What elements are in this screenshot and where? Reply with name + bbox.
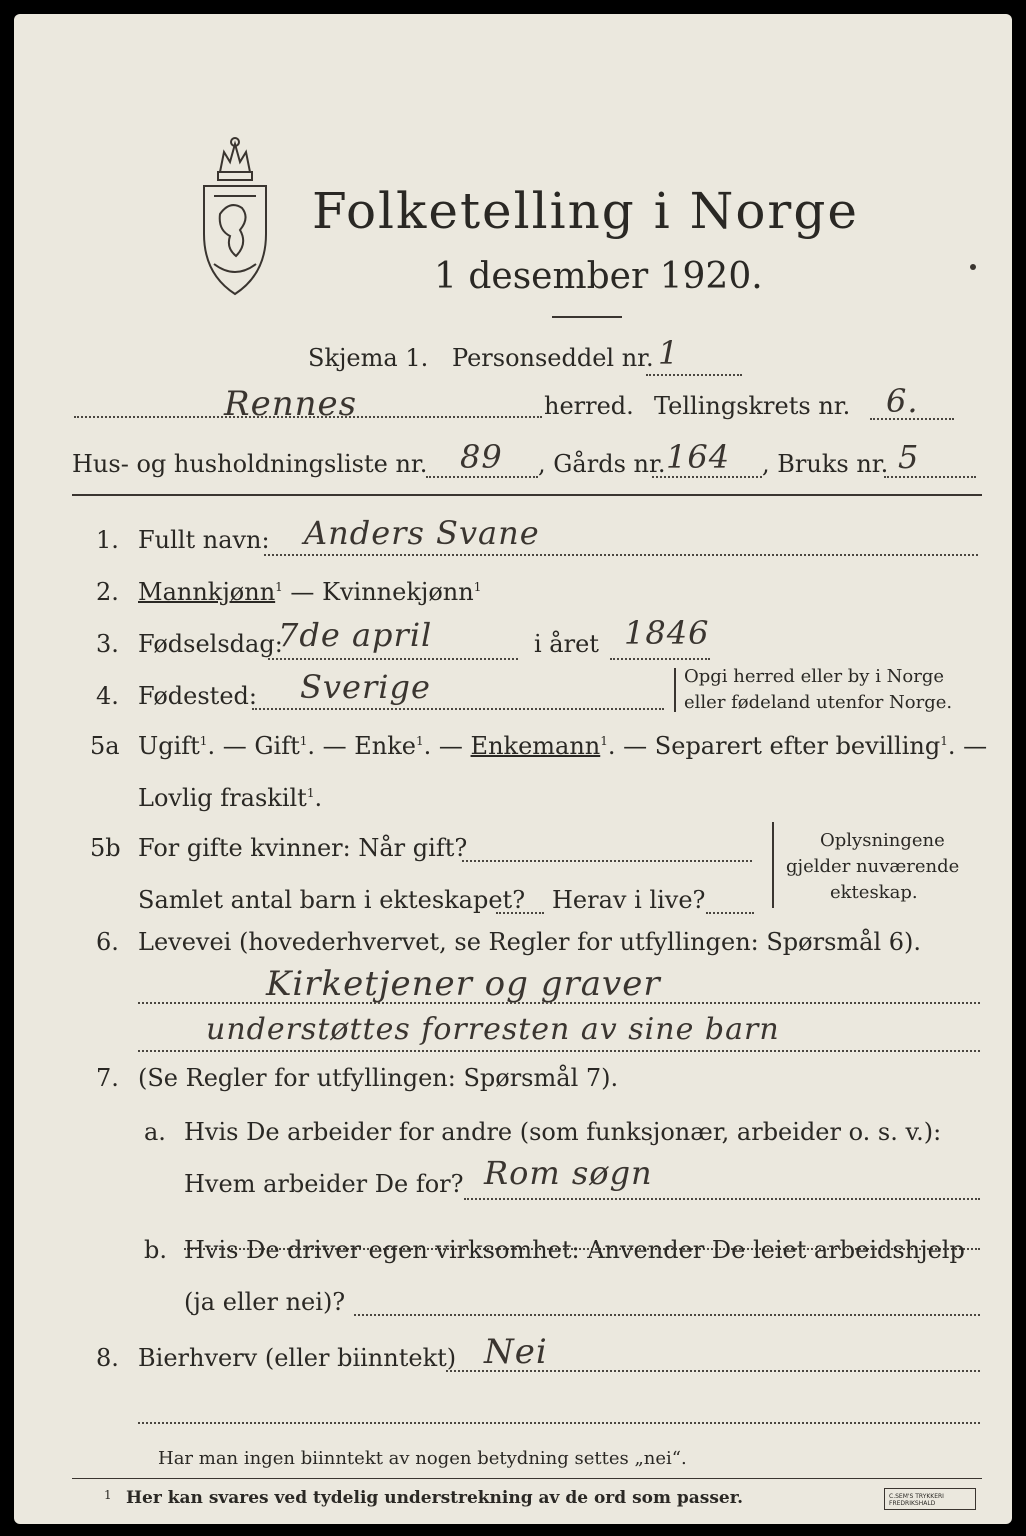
side-income-field-line	[446, 1370, 980, 1372]
q7-label: (Se Regler for utfyllingen: Spørsmål 7).	[138, 1064, 619, 1092]
tellingskrets-value[interactable]: 6.	[886, 382, 919, 420]
occupation-value-line1[interactable]: Kirketjener og graver	[266, 964, 661, 1004]
printer-stamp	[884, 1488, 976, 1510]
q5a-separator: —	[315, 732, 355, 760]
when-married-field-line	[462, 860, 752, 862]
q5b-note-line1: Oplysningene	[820, 830, 945, 851]
footnote-rule	[72, 1478, 982, 1479]
gift-option[interactable]: Gift	[254, 732, 300, 760]
side-income-field-line2	[138, 1422, 980, 1424]
tellingskrets-field-line	[870, 418, 954, 420]
q5a-number: 5a	[90, 732, 120, 760]
header-divider	[72, 494, 982, 496]
kvinnekjonn-option[interactable]: Kvinnekjønn	[322, 578, 474, 606]
side-income-value[interactable]: Nei	[484, 1332, 548, 1372]
occupation-value-line2[interactable]: understøttes forresten av sine barn	[206, 1012, 780, 1047]
gards-field-line	[652, 476, 762, 478]
tellingskrets-label: Tellingskrets nr.	[654, 392, 851, 420]
q5a-separator: —	[615, 732, 655, 760]
children-field-line	[496, 912, 544, 914]
herred-label: herred.	[544, 392, 634, 420]
printer-stamp-text: C.SEM'S TRYKKERI FREDRIKSHALD	[889, 1493, 944, 1507]
q6-number: 6.	[96, 928, 119, 956]
q2-separator: —	[282, 578, 323, 606]
q7a-number: a.	[144, 1118, 166, 1146]
bruks-field-line	[884, 476, 976, 478]
q8-label: Bierhverv (eller biinntekt)	[138, 1344, 457, 1372]
q6-label: Levevei (hovederhvervet, se Regler for utfyllingen: Spørsmål 6).	[138, 928, 922, 956]
birthplace-field-line	[252, 708, 664, 710]
occupation-field-line2	[138, 1050, 980, 1052]
schema-label: Skjema 1.	[308, 344, 429, 372]
norway-coat-of-arms-icon	[190, 134, 280, 299]
q5b-note-line3: ekteskap.	[830, 882, 918, 903]
enke-option[interactable]: Enke	[354, 732, 416, 760]
birthplace-note-line1: Opgi herred eller by i Norge	[684, 666, 945, 687]
footnote-ref: 1	[199, 734, 208, 748]
gards-label: , Gårds nr.	[538, 450, 666, 478]
q7b-number: b.	[144, 1236, 167, 1264]
q8-number: 8.	[96, 1344, 119, 1372]
employer-value[interactable]: Rom søgn	[484, 1154, 653, 1192]
footnote-ref: 1	[940, 734, 948, 748]
full-name-value[interactable]: Anders Svane	[304, 514, 540, 552]
birthdate-value[interactable]: 7de april	[278, 616, 433, 654]
occupation-field-line1	[138, 1002, 980, 1004]
q5b-alive-label: Herav i live?	[552, 886, 706, 914]
footnote-ref: 1	[275, 580, 283, 594]
q2-number: 2.	[96, 578, 119, 606]
marital-status-options: Ugift$^1$. — Gift$^1$. — Enke$^1$. — Enkemann$^1$. — Separert efter bevilling$^1$. —	[138, 732, 988, 760]
footnote-text: Her kan svares ved tydelig understrekning av de ord som passer.	[126, 1488, 744, 1508]
birth-year-field-line	[610, 658, 710, 660]
footnote-ref: 1	[299, 734, 308, 748]
nei-note: Har man ingen biinntekt av nogen betydning settes „nei“.	[158, 1448, 687, 1469]
footnote-ref: 1	[306, 786, 315, 800]
footnote-ref: 1	[416, 734, 424, 748]
stray-mark	[970, 264, 976, 270]
q1-label: Fullt navn:	[138, 526, 270, 554]
hired-help-field-line	[354, 1314, 980, 1316]
q5a-separator: —	[215, 732, 255, 760]
employer-field-line	[464, 1198, 980, 1200]
q3-label: Fødselsdag:	[138, 630, 283, 658]
lovlig-fraskilt-option[interactable]: Lovlig fraskilt	[138, 784, 307, 812]
footnote-ref: 1	[473, 580, 482, 594]
q7b-question: (ja eller nei)?	[184, 1288, 346, 1316]
alive-field-line	[706, 912, 754, 914]
bruks-label: , Bruks nr.	[762, 450, 889, 478]
q4-label: Fødested:	[138, 682, 257, 710]
q7a-text: Hvis De arbeider for andre (som funksjonær, arbeider o. s. v.):	[184, 1118, 942, 1146]
herred-value[interactable]: Rennes	[224, 384, 358, 424]
q7-number: 7.	[96, 1064, 119, 1092]
separert-option[interactable]: Separert efter bevilling	[654, 732, 941, 760]
hus-value[interactable]: 89	[460, 438, 503, 476]
birthplace-note-brace	[674, 668, 676, 712]
lovlig-fraskilt-row: Lovlig fraskilt$^1$.	[138, 784, 323, 812]
mannkjonn-option[interactable]: Mannkjønn	[138, 578, 276, 606]
hus-label: Hus- og husholdningsliste nr.	[72, 450, 428, 478]
full-name-field-line	[264, 554, 978, 556]
ugift-option[interactable]: Ugift	[138, 732, 200, 760]
q2-options	[138, 578, 481, 606]
q3-number: 3.	[96, 630, 119, 658]
gards-value[interactable]: 164	[666, 438, 731, 476]
birth-year-label: i året	[534, 630, 599, 658]
q5b-note-brace	[772, 822, 774, 908]
personseddel-value[interactable]: 1	[658, 334, 680, 372]
hus-field-line	[426, 476, 538, 478]
enkemann-option[interactable]: Enkemann	[470, 732, 601, 760]
census-date: 1 desember 1920.	[434, 256, 763, 297]
q7a-question: Hvem arbeider De for?	[184, 1170, 464, 1198]
q7b-text: Hvis De driver egen virksomhet: Anvender De leiet arbeidshjelp	[184, 1236, 965, 1264]
form-title: Folketelling i Norge	[312, 182, 859, 240]
footnote-number: 1	[104, 1488, 112, 1502]
q5b-children-label: Samlet antal barn i ekteskapet?	[138, 886, 526, 914]
q5b-when-married-label: For gifte kvinner: Når gift?	[138, 834, 468, 862]
census-form-page	[14, 14, 1012, 1524]
personseddel-label: Personseddel nr.	[452, 344, 654, 372]
q4-number: 4.	[96, 682, 119, 710]
q1-number: 1.	[96, 526, 119, 554]
footnote-ref: 1	[600, 734, 608, 748]
q5b-number: 5b	[90, 834, 121, 862]
birth-year-value[interactable]: 1846	[624, 614, 710, 652]
bruks-value[interactable]: 5	[898, 438, 920, 476]
personseddel-field-line	[646, 374, 742, 376]
birthdate-field-line	[268, 658, 518, 660]
birthplace-note-line2: eller fødeland utenfor Norge.	[684, 692, 953, 713]
birthplace-value[interactable]: Sverige	[300, 668, 431, 706]
q5a-separator: —	[431, 732, 471, 760]
title-rule	[552, 316, 622, 318]
q5b-note-line2: gjelder nuværende	[786, 856, 960, 877]
